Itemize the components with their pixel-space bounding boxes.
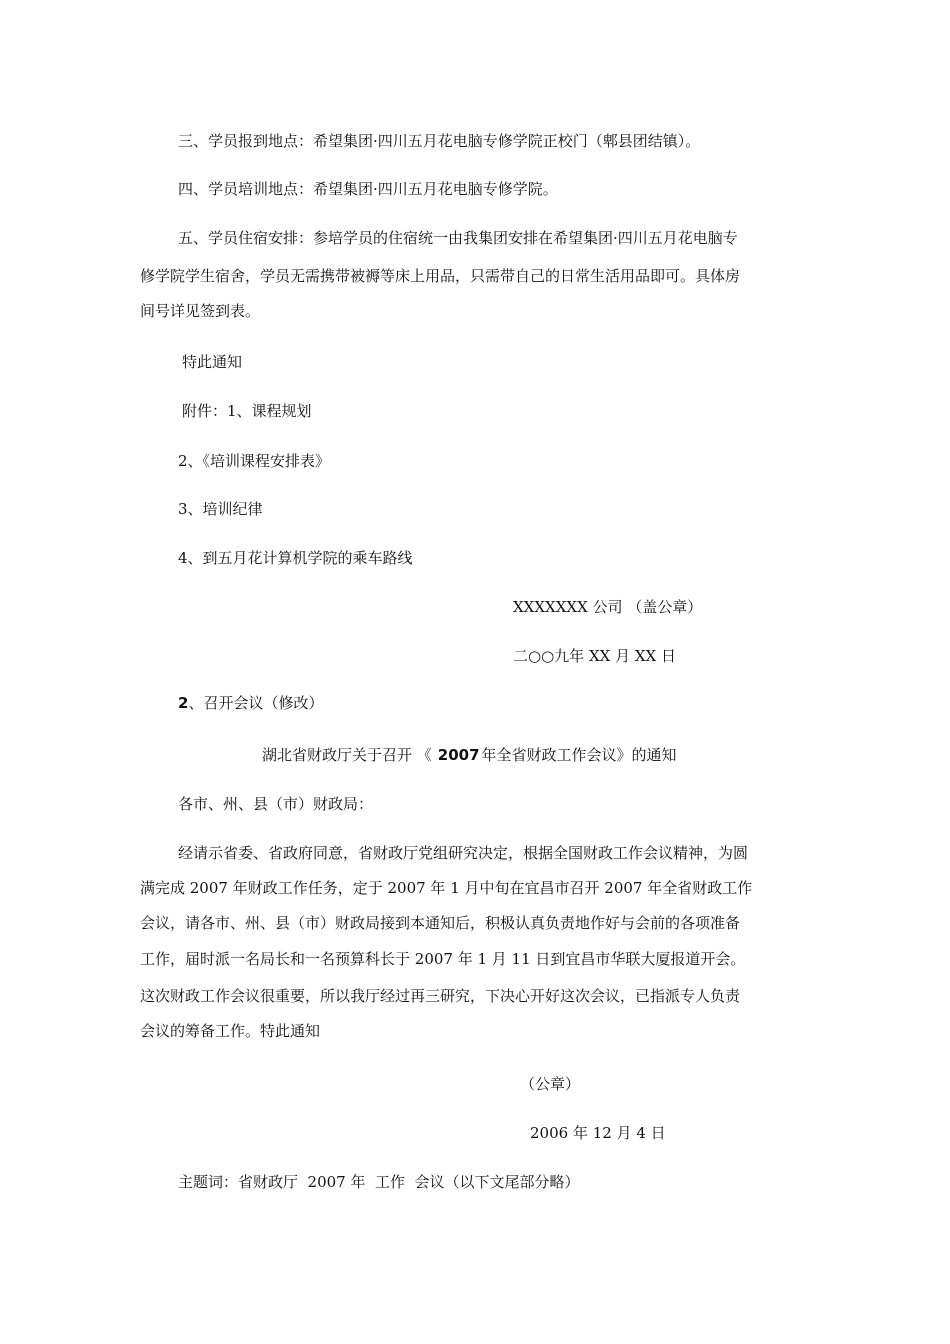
body-line-3: 会议，请各市、州、县（市）财政局接到本通知后，积极认真负责地作好与会前的各项准备 bbox=[140, 914, 741, 932]
item-5-line-1: 五、学员住宿安排：参培学员的住宿统一由我集团安排在希望集团·四川五月花电脑专 bbox=[178, 229, 738, 247]
issue-date: 2006 年 12 月 4 日 bbox=[530, 1124, 666, 1142]
item-3-report-location: 三、学员报到地点：希望集团·四川五月花电脑专修学院正校门（郫县团结镇）。 bbox=[178, 132, 701, 150]
title-prefix: 湖北省财政厅关于召开 《 bbox=[262, 746, 432, 764]
title-year: 2007 bbox=[437, 746, 480, 764]
company-signature: XXXXXXX 公司 （盖公章） bbox=[513, 598, 703, 616]
title-suffix: 年全省财政工作会议》的通知 bbox=[481, 746, 677, 764]
attachment-3: 3、培训纪律 bbox=[178, 500, 263, 518]
subject-keywords: 主题词：省财政厅 2007 年 工作 会议（以下文尾部分略） bbox=[178, 1173, 580, 1191]
item-5-line-2: 修学院学生宿舍，学员无需携带被褥等床上用品，只需带自己的日常生活用品即可。具体房 bbox=[140, 267, 741, 285]
body-line-6: 会议的筹备工作。特此通知 bbox=[140, 1022, 321, 1040]
recipient: 各市、州、县（市）财政局： bbox=[178, 795, 374, 813]
notice-text: 特此通知 bbox=[182, 353, 243, 371]
attachment-1: 附件：1、课程规划 bbox=[182, 402, 312, 420]
attachment-2: 2、《培训课程安排表》 bbox=[178, 452, 331, 470]
signature-date: 二○○九年 XX 月 XX 日 bbox=[513, 647, 676, 665]
item-5-line-3: 间号详见签到表。 bbox=[140, 302, 261, 320]
item-4-training-location: 四、学员培训地点：希望集团·四川五月花电脑专修学院。 bbox=[178, 180, 558, 198]
section-number: 2 bbox=[178, 694, 189, 712]
body-line-1: 经请示省委、省政府同意，省财政厅党组研究决定，根据全国财政工作会议精神，为圆 bbox=[178, 844, 749, 862]
notice-title bbox=[262, 745, 677, 765]
body-line-4: 工作，届时派一名局长和一名预算科长于 2007 年 1 月 11 日到宜昌市华联大厦报道开会。 bbox=[140, 950, 746, 968]
section-2-heading bbox=[178, 693, 323, 713]
section-heading-text: 、召开会议（修改） bbox=[188, 694, 324, 712]
body-line-5: 这次财政工作会议很重要，所以我厅经过再三研究，下决心开好这次会议，已指派专人负责 bbox=[140, 987, 741, 1005]
attachment-4: 4、到五月花计算机学院的乘车路线 bbox=[178, 549, 413, 567]
seal-placeholder: （公章） bbox=[520, 1075, 581, 1093]
body-line-2: 满完成 2007 年财政工作任务，定于 2007 年 1 月中旬在宜昌市召开 2007 年全省财政工作 bbox=[140, 879, 753, 897]
